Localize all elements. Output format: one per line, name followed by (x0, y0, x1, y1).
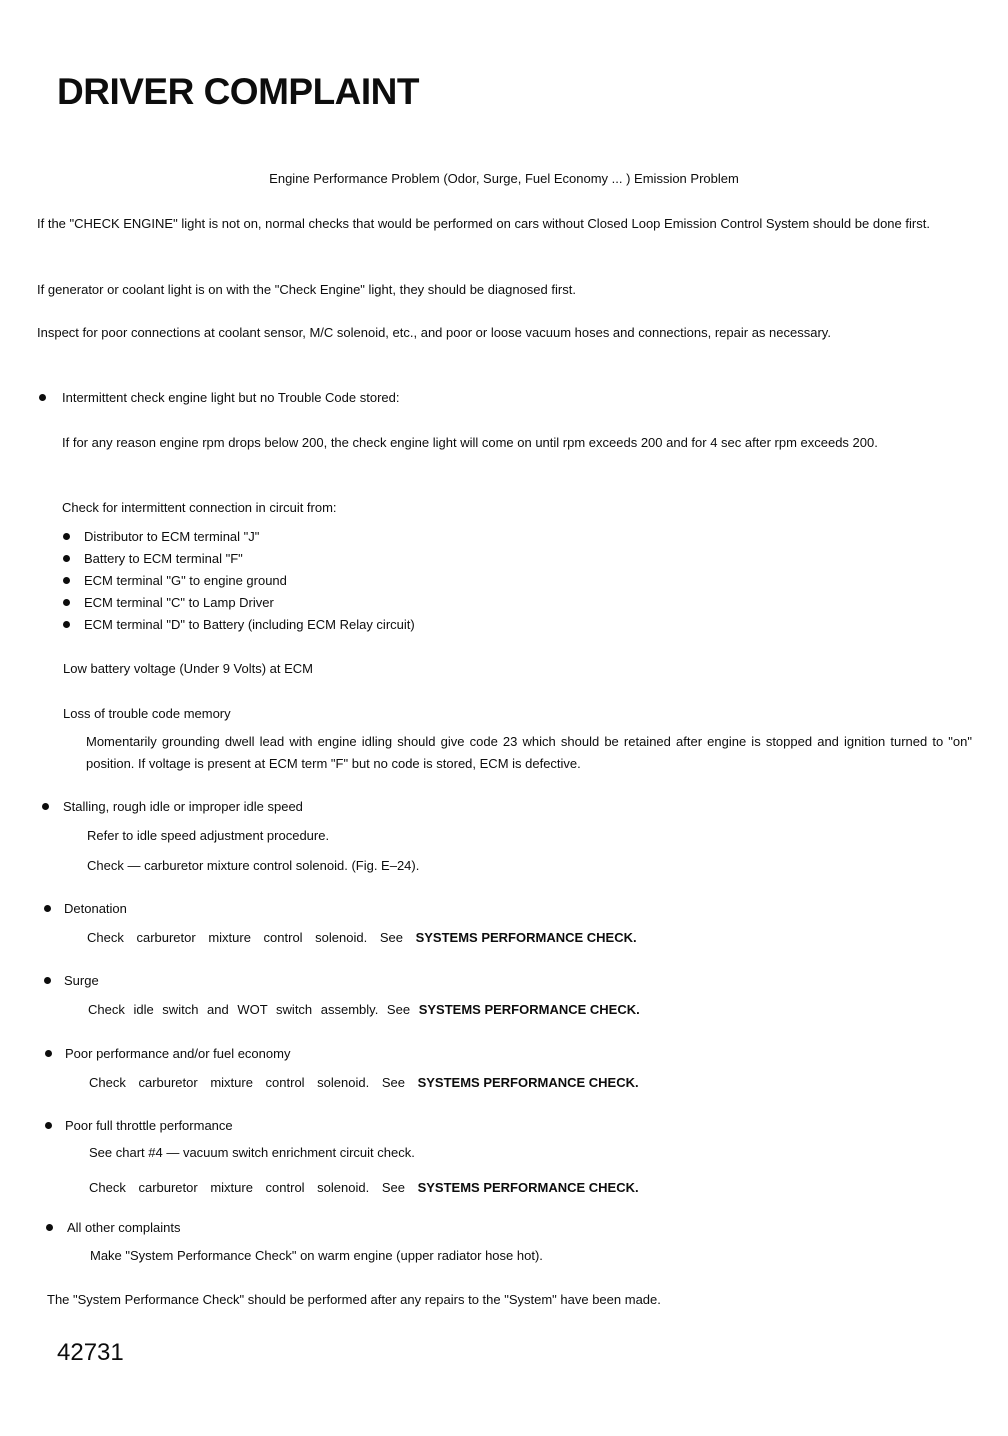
surge-text: Check idle switch and WOT switch assembly. See (88, 1002, 411, 1017)
bullet-circuit-1 (63, 533, 70, 540)
rpm-note: If for any reason engine rpm drops below 200, the check engine light will come on until rpm exceeds 200 and for 4 sec after rpm exceeds 200. (62, 435, 878, 450)
surge-heading: Surge (64, 973, 99, 988)
bullet-circuit-3 (63, 577, 70, 584)
bullet-full-throttle (45, 1122, 52, 1129)
poor-performance-text: Check carburetor mixture control solenoid. See (89, 1075, 405, 1090)
page-title: DRIVER COMPLAINT (57, 71, 419, 112)
circuit-item: ECM terminal "C" to Lamp Driver (84, 595, 274, 610)
full-throttle-text: Check carburetor mixture control solenoid. See (89, 1180, 405, 1195)
detonation-heading: Detonation (64, 901, 127, 916)
check-intro: Check for intermittent connection in circuit from: (62, 500, 337, 515)
low-voltage: Low battery voltage (Under 9 Volts) at ECM (63, 661, 314, 676)
systems-performance-ref: SYSTEMS PERFORMANCE CHECK. (418, 1002, 640, 1017)
bullet-detonation (44, 905, 51, 912)
detonation-line (87, 927, 637, 949)
circuit-item: Distributor to ECM terminal "J" (84, 529, 260, 544)
bullet-circuit-4 (63, 599, 70, 606)
systems-performance-ref: SYSTEMS PERFORMANCE CHECK. (415, 930, 637, 945)
poor-performance-heading: Poor performance and/or fuel economy (65, 1046, 291, 1061)
bullet-circuit-5 (63, 621, 70, 628)
bullet-intermittent (39, 394, 46, 401)
closing-note: The "System Performance Check" should be performed after any repairs to the "System" have been made. (47, 1292, 661, 1307)
systems-performance-ref: SYSTEMS PERFORMANCE CHECK. (417, 1180, 639, 1195)
memory-heading: Loss of trouble code memory (63, 706, 231, 721)
other-line: Make "System Performance Check" on warm engine (upper radiator hose hot). (90, 1248, 543, 1263)
subtitle: Engine Performance Problem (Odor, Surge, Fuel Economy ... ) Emission Problem (269, 171, 739, 186)
full-throttle-line-2 (89, 1177, 639, 1199)
bullet-circuit-2 (63, 555, 70, 562)
full-throttle-heading: Poor full throttle performance (65, 1118, 233, 1133)
surge-line (88, 999, 640, 1021)
other-heading: All other complaints (67, 1220, 181, 1235)
circuit-item: ECM terminal "G" to engine ground (84, 573, 287, 588)
intro-paragraph-2: If generator or coolant light is on with the "Check Engine" light, they should be diagnosed first. (37, 282, 576, 297)
systems-performance-ref: SYSTEMS PERFORMANCE CHECK. (417, 1075, 639, 1090)
detonation-text: Check carburetor mixture control solenoid. See (87, 930, 403, 945)
intro-paragraph-3: Inspect for poor connections at coolant sensor, M/C solenoid, etc., and poor or loose vacuum hoses and connections, repair as necessary. (37, 325, 831, 340)
circuit-item: ECM terminal "D" to Battery (including ECM Relay circuit) (84, 617, 415, 632)
intermittent-heading: Intermittent check engine light but no Trouble Code stored: (62, 390, 400, 405)
bullet-poor-performance (45, 1050, 52, 1057)
stalling-line-1: Refer to idle speed adjustment procedure. (87, 828, 330, 843)
bullet-surge (44, 977, 51, 984)
bullet-other (46, 1224, 53, 1231)
poor-performance-line (89, 1072, 639, 1094)
full-throttle-line-1: See chart #4 — vacuum switch enrichment circuit check. (89, 1145, 415, 1160)
stalling-heading: Stalling, rough idle or improper idle speed (63, 799, 303, 814)
intro-paragraph-1: If the "CHECK ENGINE" light is not on, normal checks that would be performed on cars without Closed Loop Emission Control System should be done first. (37, 216, 930, 231)
bullet-stalling (42, 803, 49, 810)
memory-text: Momentarily grounding dwell lead with engine idling should give code 23 which should be retained after engine is stopped and ignition turned to "on" position. If voltage is present at ECM term "F" but no code is stored, ECM is defective. (86, 734, 972, 771)
page-code: 42731 (57, 1339, 124, 1366)
stalling-line-2: Check — carburetor mixture control solenoid. (Fig. E–24). (87, 858, 420, 873)
circuit-item: Battery to ECM terminal "F" (84, 551, 243, 566)
